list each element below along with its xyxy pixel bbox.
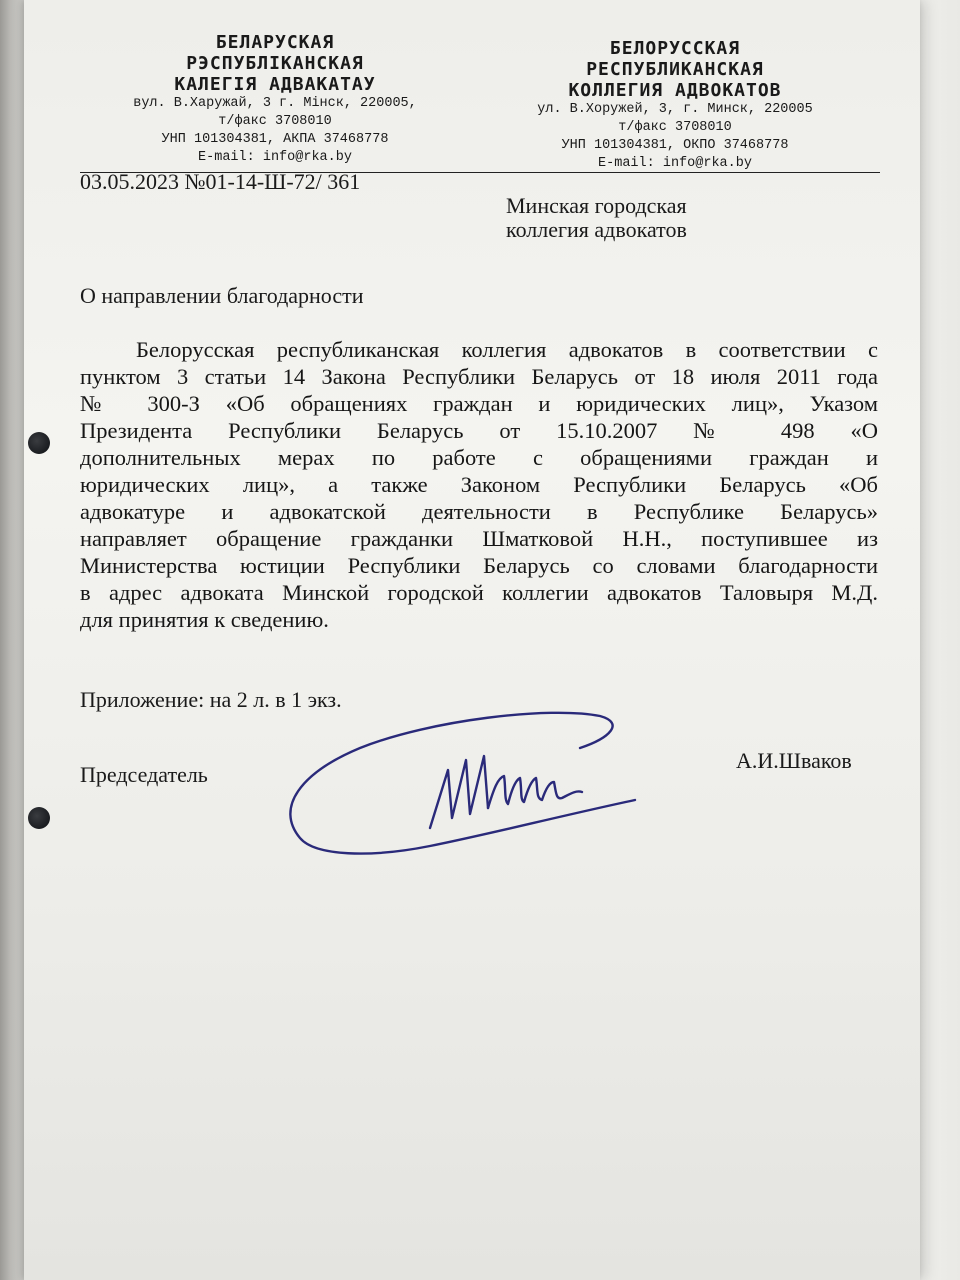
- org-ids: УНП 101304381, АКПА 37468778: [161, 132, 389, 147]
- signatory-name: А.И.Шваков: [736, 748, 852, 773]
- org-address: вул. В.Харужай, 3 г. Мінск, 220005,: [133, 96, 417, 111]
- letter-subject: О направлении благодарности: [80, 283, 364, 308]
- body-line: Президента Республики Беларусь от 15.10.2007 № 498 «О: [80, 418, 878, 443]
- org-phone: т/факс 3708010: [618, 120, 732, 135]
- body-line: для принятия к сведению.: [80, 607, 329, 632]
- appendix-note: Приложение: на 2 л. в 1 экз.: [80, 687, 342, 712]
- body-line: дополнительных мерах по работе с обращениями граждан и: [80, 445, 878, 470]
- handwritten-signature: [280, 708, 640, 868]
- body-line: пунктом 3 статьи 14 Закона Республики Беларусь от 18 июля 2011 года: [80, 364, 878, 389]
- body-line: юридических лиц», а также Законом Республики Беларусь «Об: [80, 472, 878, 497]
- org-name-line: КАЛЕГІЯ АДВАКАТАУ: [174, 74, 376, 95]
- body-line: Министерства юстиции Республики Беларусь со словами благодарности: [80, 553, 878, 578]
- letterhead-left: [130, 32, 420, 167]
- addressee-line: Минская городская: [506, 193, 687, 218]
- org-name-line: КОЛЛЕГИЯ АДВОКАТОВ: [568, 80, 782, 101]
- org-name-line: РЕСПУБЛИКАНСКАЯ: [586, 59, 764, 80]
- letterhead-right: [525, 38, 825, 173]
- body-line: Белорусская республиканская коллегия адвокатов в соответствии с: [136, 337, 878, 362]
- letter-body: [80, 336, 878, 633]
- registration-number: 03.05.2023 №01-14-Ш-72/ 361: [80, 169, 361, 194]
- org-address: ул. В.Хоружей, 3, г. Минск, 220005: [537, 102, 813, 117]
- body-line: адвокатуре и адвокатской деятельности в Республике Беларусь»: [80, 499, 878, 524]
- body-line: направляет обращение гражданки Шматковой Н.Н., поступившее из: [80, 526, 878, 551]
- org-name-line: БЕЛОРУССКАЯ: [609, 38, 741, 59]
- org-email: E-mail: info@rka.by: [598, 156, 752, 171]
- org-ids: УНП 101304381, ОКПО 37468778: [561, 138, 789, 153]
- body-line: № 300-З «Об обращениях граждан и юридических лиц», Указом: [80, 391, 878, 416]
- body-line: в адрес адвоката Минской городской коллегии адвокатов Таловыря М.Д.: [80, 580, 878, 605]
- addressee-line: коллегия адвокатов: [506, 217, 687, 242]
- binder-hole: [28, 432, 50, 454]
- binder-hole: [28, 807, 50, 829]
- org-name-line: БЕЛАРУСКАЯ: [215, 32, 335, 53]
- signatory-title: Председатель: [80, 762, 208, 787]
- org-email: E-mail: info@rka.by: [198, 150, 352, 165]
- org-phone: т/факс 3708010: [218, 114, 332, 129]
- org-name-line: РЭСПУБЛІКАНСКАЯ: [186, 53, 364, 74]
- addressee: [506, 194, 687, 242]
